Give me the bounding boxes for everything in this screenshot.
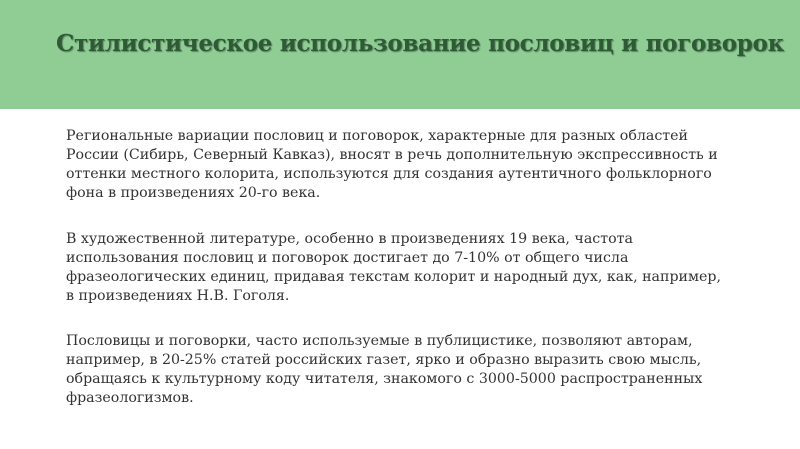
- paragraph-regional-variations: [66, 127, 746, 203]
- paragraph-line: В художественной литературе, особенно в произведениях 19 века, частота: [66, 231, 633, 247]
- paragraph-fiction-usage: [66, 230, 746, 306]
- paragraph-line: например, в 20-25% статей российских газет, ярко и образно выразить свою мысль,: [66, 352, 702, 368]
- paragraph-journalism-usage: [66, 332, 746, 408]
- paragraph-line: фона в произведениях 20-го века.: [66, 185, 321, 201]
- paragraph-line: Пословицы и поговорки, часто используемые в публицистике, позволяют авторам,: [66, 333, 693, 349]
- paragraph-line: Региональные вариации пословиц и поговорок, характерные для разных областей: [66, 128, 689, 144]
- paragraph-line: использования пословиц и поговорок достигает до 7-10% от общего числа: [66, 250, 629, 266]
- slide-title: Стилистическое использование пословиц и поговорок: [56, 30, 784, 57]
- paragraph-line: России (Сибирь, Северный Кавказ), вносят в речь дополнительную экспрессивность и: [66, 147, 718, 163]
- paragraph-line: обращаясь к культурному коду читателя, знакомого с 3000-5000 распространенных: [66, 371, 703, 387]
- paragraph-line: фразеологизмов.: [66, 390, 194, 406]
- paragraph-line: фразеологических единиц, придавая текстам колорит и народный дух, как, например,: [66, 269, 722, 285]
- paragraph-line: оттенки местного колорита, используются для создания аутентичного фольклорного: [66, 166, 712, 182]
- paragraph-line: в произведениях Н.В. Гоголя.: [66, 288, 290, 304]
